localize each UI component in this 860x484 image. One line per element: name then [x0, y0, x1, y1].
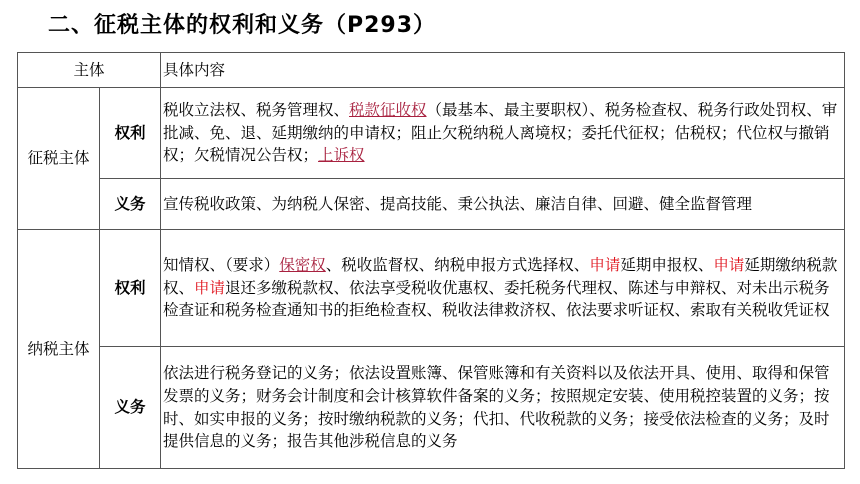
taxpayer-duties-content: 依法进行税务登记的义务；依法设置账簿、保管账簿和有关资料以及依法开具、使用、取得和保管发票的义务；财务会计制度和会计核算软件备案的义务；按照规定安装、使用税控装置的义务；按时、如实申报的义务；按时缴纳税款的义务；代扣、代收税款的义务；接受依法检查的义务；及时提供信息的义务；报告其他涉税信息的义务: [161, 347, 845, 469]
apply-highlight: 申请: [713, 256, 745, 275]
table-row: [18, 179, 845, 230]
table-row: [18, 88, 845, 179]
table-header-row: [18, 53, 845, 88]
taxpayer-subject-cell: 纳税主体: [18, 230, 100, 469]
taxpayer-rights-label: 权利: [100, 230, 161, 347]
taxpayer-duties-label: 义务: [100, 347, 161, 469]
rights-duties-table: [17, 52, 845, 469]
levy-rights-label: 权利: [100, 88, 161, 179]
taxpayer-rights-content: 知情权、（要求）保密权、税收监督权、纳税申报方式选择权、申请延期申报权、申请延期缴纳税款权、申请退还多缴税款权、依法享受税收优惠权、委托税务代理权、陈述与申辩权、对未出示税务检查证和税务检查通知书的拒绝检查权、税收法律救济权、依法要求听证权、索取有关税收凭证权: [161, 230, 845, 347]
levy-subject-cell: 征税主体: [18, 88, 100, 230]
levy-duties-content: 宣传税收政策、为纳税人保密、提高技能、秉公执法、廉洁自律、回避、健全监督管理: [161, 179, 845, 230]
levy-rights-content: 税收立法权、税务管理权、税款征收权（最基本、最主要职权）、税务检查权、税务行政处罚权、审批减、免、退、延期缴纳的申请权；阻止欠税纳税人离境权；委托代征权；估税权；代位权与撤销权；欠税情况公告权；上诉权: [161, 88, 845, 179]
apply-highlight: 申请: [589, 256, 621, 275]
tax-collection-right-highlight: 税款征收权: [349, 101, 427, 120]
table-row: [18, 347, 845, 469]
levy-duties-label: 义务: [100, 179, 161, 230]
apply-highlight: 申请: [194, 278, 226, 297]
page-title: 二、征税主体的权利和义务（P293）: [48, 13, 437, 38]
confidentiality-right-highlight: 保密权: [279, 256, 326, 275]
table-row: [18, 230, 845, 347]
header-subject: 主体: [18, 53, 161, 88]
header-content: 具体内容: [161, 53, 845, 88]
appeal-right-highlight: 上诉权: [318, 146, 365, 165]
